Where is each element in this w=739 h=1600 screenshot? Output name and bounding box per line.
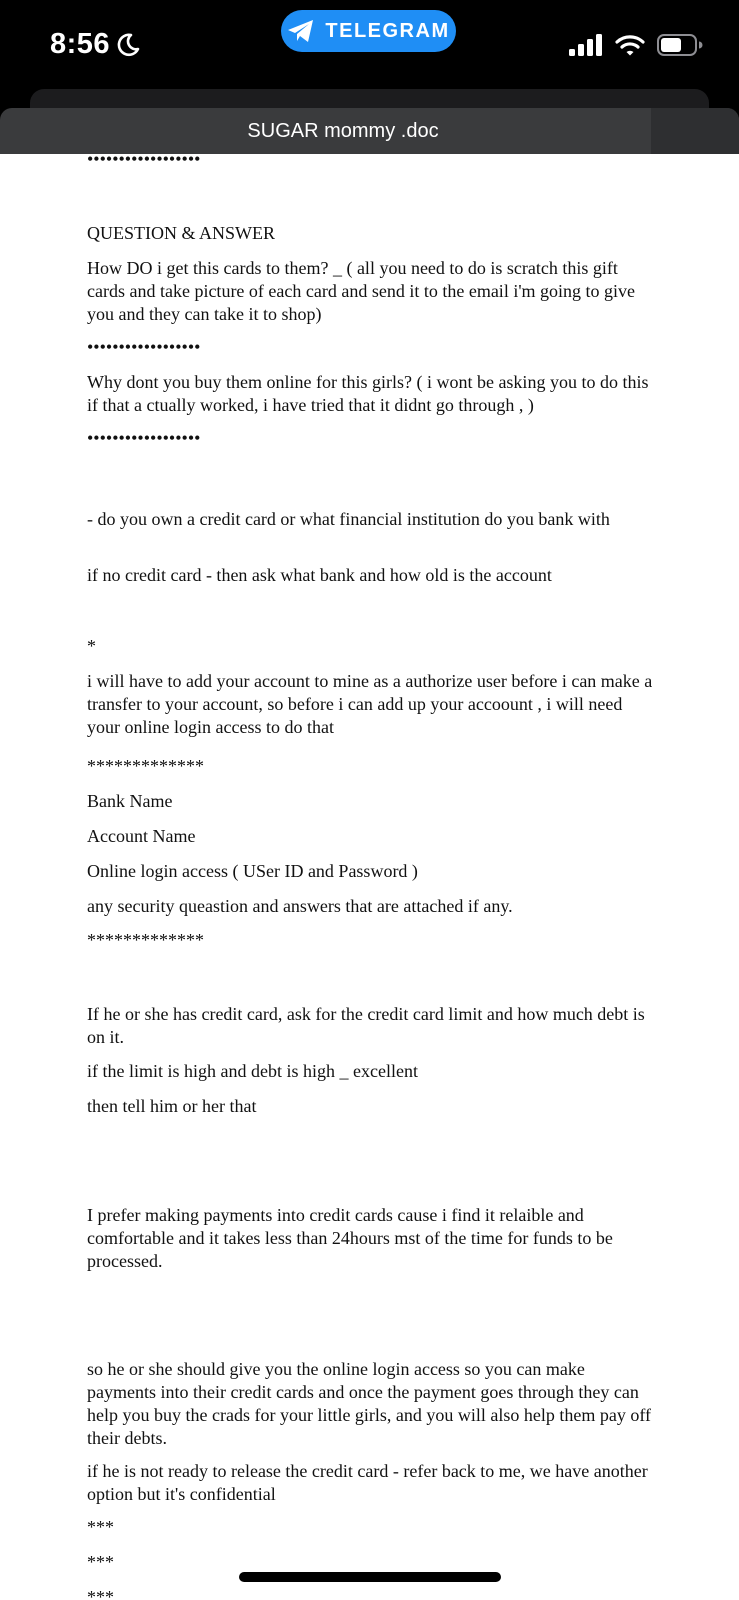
list-item: Account Name	[87, 826, 196, 846]
paragraph: if he is not ready to release the credit card - refer back to me, we have another option but it's confidential	[87, 1461, 648, 1504]
document-viewer[interactable]	[0, 154, 739, 1600]
paragraph: - do you own a credit card or what financial institution do you bank with	[87, 509, 610, 529]
status-bar	[0, 0, 739, 92]
paragraph: if the limit is high and debt is high _ excellent	[87, 1061, 418, 1081]
battery-icon	[657, 34, 703, 56]
asterisk-marker: ***	[87, 1517, 114, 1537]
paragraph: How DO i get this cards to them? _ ( all you need to do is scratch this gift cards and take picture of each card and send it to the email i'm going to give you and they can take it to shop)	[87, 258, 636, 324]
telegram-label: TELEGRAM	[325, 19, 450, 42]
header-action-area[interactable]	[651, 108, 739, 154]
asterisk-divider: *************	[87, 756, 204, 776]
paragraph: Why dont you buy them online for this girls? ( i wont be asking you to do this if that a ctually worked, i have tried that it didnt go through , )	[87, 372, 649, 415]
asterisk-divider: *************	[87, 930, 204, 950]
status-time: 8:56	[50, 28, 111, 60]
divider-dots: ••••••••••••••••••	[87, 154, 201, 169]
telegram-plane-icon	[287, 19, 315, 43]
document-header	[0, 108, 739, 154]
paragraph: i will have to add your account to mine as a authorize user before i can make a transfer to your account, so before i can add up your accoount , i will need your online login access to do that	[87, 671, 653, 737]
paragraph: if no credit card - then ask what bank and how old is the account	[87, 565, 552, 585]
asterisk-marker: *	[87, 636, 96, 656]
list-item: Bank Name	[87, 791, 173, 811]
document-title: SUGAR mommy .doc	[247, 120, 439, 142]
section-heading: QUESTION & ANSWER	[87, 223, 275, 243]
paragraph: If he or she has credit card, ask for the credit card limit and how much debt is on it.	[87, 1004, 645, 1047]
paragraph: then tell him or her that	[87, 1096, 257, 1116]
cellular-signal-icon	[569, 34, 603, 56]
telegram-return-pill[interactable]	[281, 10, 456, 52]
divider-dots: ••••••••••••••••••	[87, 428, 201, 448]
divider-dots: ••••••••••••••••••	[87, 337, 201, 357]
paragraph: I prefer making payments into credit cards cause i find it relaible and comfortable and it takes less than 24hours mst of the time for funds to be processed.	[87, 1205, 613, 1271]
asterisk-marker: ***	[87, 1552, 114, 1572]
status-time-group	[50, 28, 140, 61]
status-icons	[569, 34, 703, 56]
home-indicator[interactable]	[239, 1572, 501, 1582]
list-item: any security queastion and answers that are attached if any.	[87, 896, 513, 916]
moon-icon	[116, 33, 140, 57]
asterisk-marker: ***	[87, 1587, 114, 1600]
wifi-icon	[615, 34, 645, 56]
paragraph: so he or she should give you the online login access so you can make payments into their credit cards and once the payment goes through they can help you buy the crads for your little girls, and you will also help them pay off their debts.	[87, 1359, 652, 1448]
list-item: Online login access ( USer ID and Password )	[87, 861, 418, 881]
